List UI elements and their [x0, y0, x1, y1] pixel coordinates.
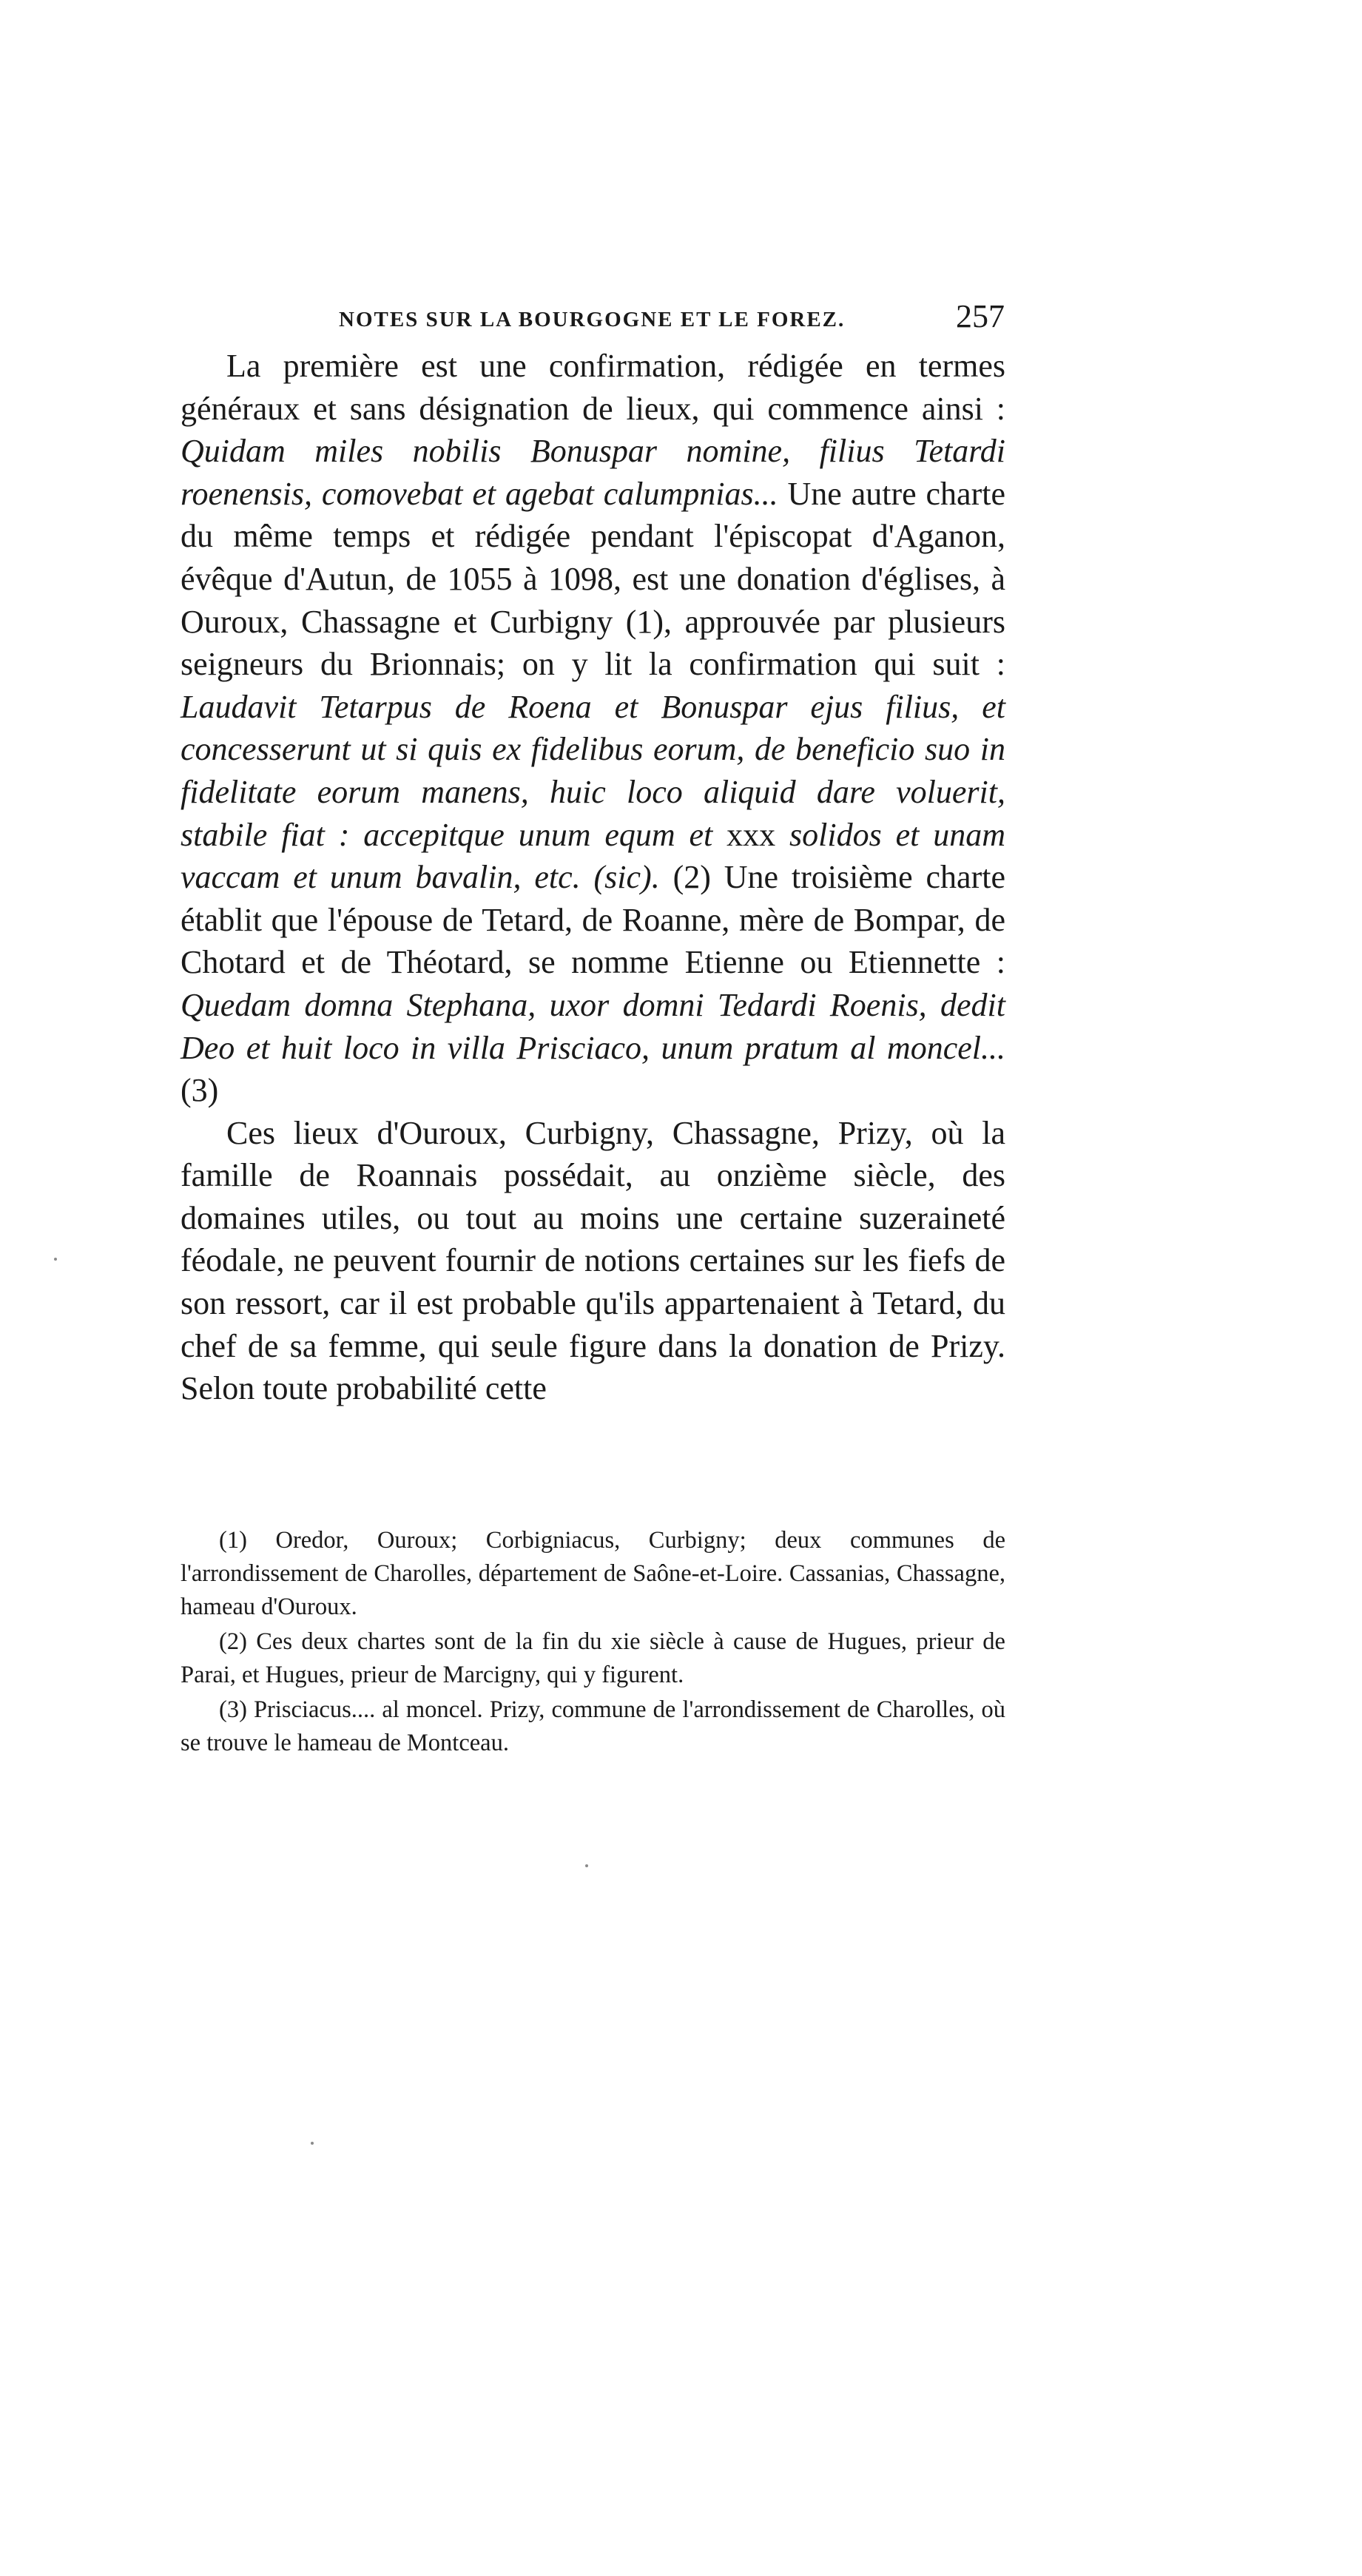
- paragraph-1: [181, 345, 1005, 1112]
- paper-speck: [54, 1258, 57, 1261]
- paragraph-1-text-d: (2) Une troisième charte établit que l'épouse de Tetard, de Roanne, mère de Bompar, de Chotard et de Théotard, se nomme Etienne ou Etiennette :: [181, 859, 1005, 981]
- paragraph-2: Ces lieux d'Ouroux, Curbigny, Chassagne, Prizy, où la famille de Roannais possédait, au onzième siècle, des domaines utiles, ou tout au moins une certaine suzeraineté féodale, ne peuvent fournir de notions certaines sur les fiefs de son ressort, car il est probable qu'ils appartenaient à Tetard, du chef de sa femme, qui seule figure dans la donation de Prizy. Selon toute probabilité cette: [181, 1114, 1005, 1407]
- paragraph-1-text-e: (3): [181, 1072, 219, 1109]
- latin-quote-2: Laudavit Tetarpus de Roena et Bonuspar ejus filius, et concesserunt ut si quis ex fidelibus eorum, de beneficio suo in fidelitate eorum manens, huic loco aliquid dare voluerit, stabile fiat : accepitque unum equm et: [181, 688, 1005, 853]
- roman-numeral-xxx: xxx: [712, 816, 790, 853]
- latin-quote-1: Quidam miles nobilis Bonuspar nomine, filius Tetardi roenensis, comovebat et agebat calumpnias...: [181, 433, 1005, 512]
- paragraph-1-text-b: Une autre charte du même temps et rédigée pendant l'épiscopat d'Aganon, évêque d'Autun, de 1055 à 1098, est une donation d'églises, à Ouroux, Chassagne et Curbigny (1), approuvée par plusieurs seigneurs du Brionnais; on y lit la confirmation qui suit :: [181, 475, 1005, 683]
- footnote-1: (1) Oredor, Ouroux; Corbigniacus, Curbigny; deux communes de l'arrondissement de Charolles, département de Saône-et-Loire. Cassanias, Chassagne, hameau d'Ouroux.: [181, 1527, 1005, 1620]
- latin-quote-3: solidos et unam vaccam et unum bavalin, etc. (sic).: [181, 816, 1005, 896]
- paragraph-1-text-a: La première est une confirmation, rédigée en termes généraux et sans désignation de lieux, qui commence ainsi :: [181, 348, 1005, 427]
- latin-quote-4: Quedam domna Stephana, uxor domni Tedardi Roenis, dedit Deo et huit loco in villa Prisciaco, unum pratum al moncel...: [181, 986, 1005, 1066]
- footnotes: [181, 1524, 1005, 1761]
- paper-speck: [311, 2142, 314, 2145]
- footnote-2: (2) Ces deux chartes sont de la fin du xie siècle à cause de Hugues, prieur de Parai, et Hugues, prieur de Marcigny, qui y figurent.: [181, 1628, 1005, 1688]
- page-number: 257: [956, 298, 1005, 334]
- main-text: [181, 345, 1005, 1410]
- page-header: [339, 297, 1005, 342]
- paper-speck: [585, 1864, 588, 1867]
- footnote-3: (3) Prisciacus.... al moncel. Prizy, commune de l'arrondissement de Charolles, où se trouve le hameau de Montceau.: [181, 1696, 1005, 1756]
- running-title: NOTES SUR LA BOURGOGNE ET LE FOREZ.: [339, 308, 846, 331]
